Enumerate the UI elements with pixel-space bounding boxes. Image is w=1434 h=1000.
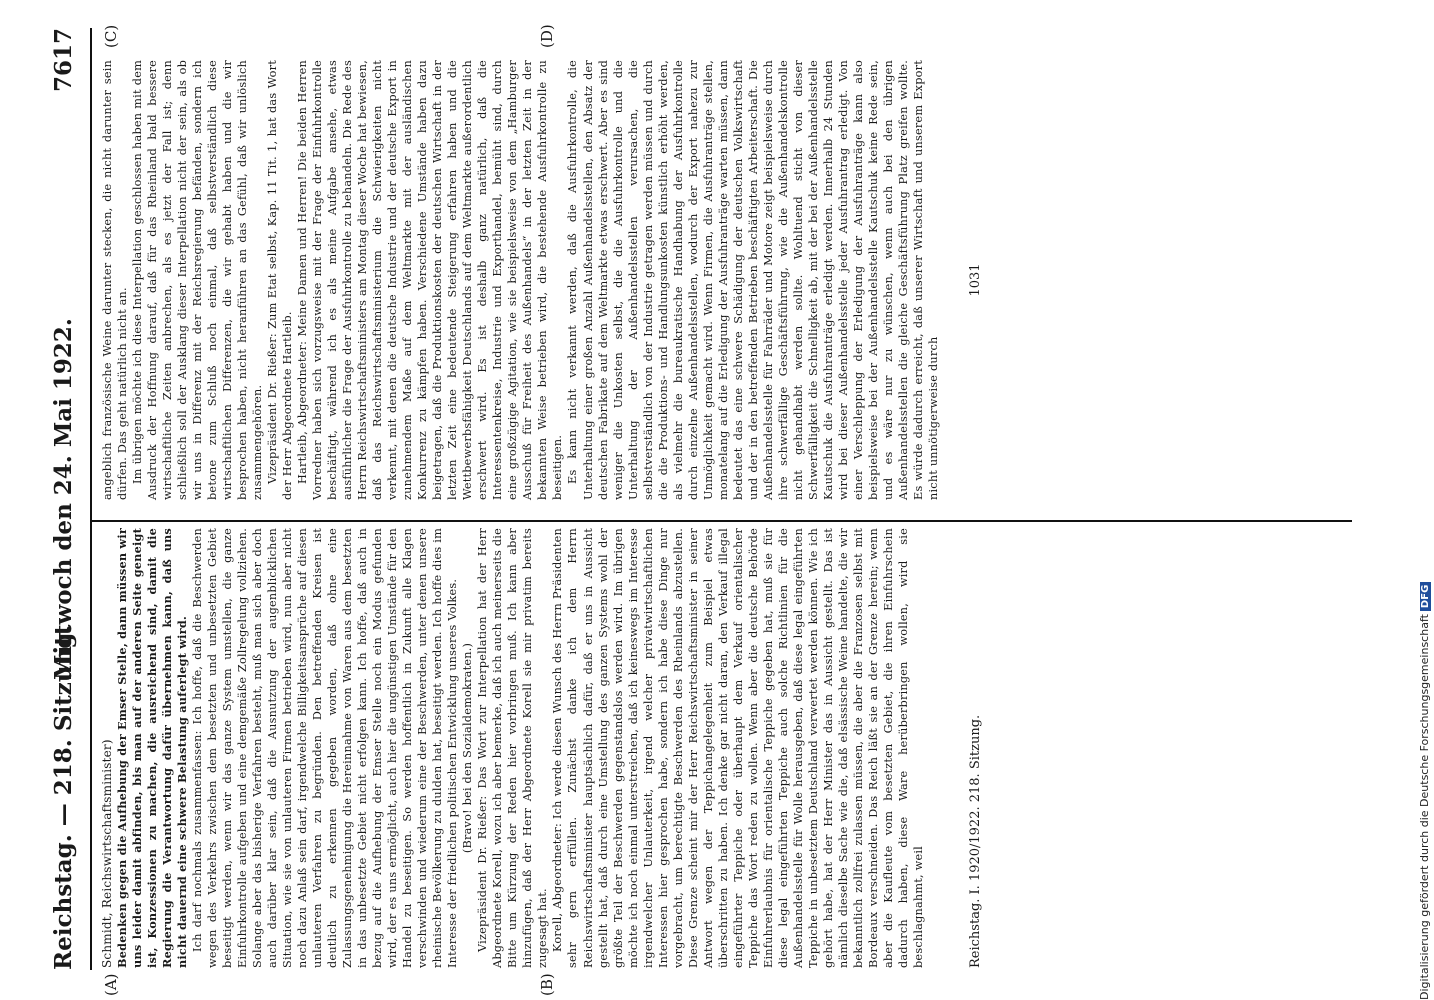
page-footer: Reichstag. I. 1920/1922. 218. Sitzung.: [968, 714, 983, 968]
margin-marker-a: (A): [102, 973, 120, 996]
header-left: Reichstag. — 218. Sitzung.: [50, 624, 77, 970]
running-header: [44, 28, 92, 970]
right-column: [100, 60, 941, 500]
paragraph: (Bravo! bei den Sozialdemokraten.): [461, 642, 475, 854]
left-column: [100, 528, 926, 968]
margin-marker-d: (D): [538, 24, 556, 48]
margin-marker-b: (B): [538, 973, 556, 996]
bottom-page-number: 1031: [968, 263, 983, 297]
paragraph: Schmidt, Reichswirtschaftsminister): [100, 739, 114, 968]
header-center: Mittwoch den 24. Mai 1922.: [50, 318, 77, 680]
funding-text: Digitalisierung gefördert durch die Deutsche Forschungsgemeinschaft: [1418, 614, 1431, 1000]
paragraph: Bedenken gegen die Aufhebung der Emser Stelle, dann müssen wir uns leider damit abfinden, bis man auf der anderen Seite geneigt ist, Konzessionen zu machen, die ausreichend sind, damit die Regierung die Verantwortung dafür übernehmen kann, daß uns nicht dauernd eine schwere Belastung auferlegt wird.: [115, 528, 190, 968]
paragraph: Korell, Abgeordneter: Ich werde diesen Wunsch des Herrn Präsidenten sehr gern erfüllen. Zunächst danke ich dem Herrn Reichswirtschaftsminister hauptsächlich dafür, daß er uns in Aussicht gestellt hat, daß durch eine Umstellung des ganzen Systems wohl der größte Teil der Beschwerden gegenstandslos werden wird. Im übrigen möchte ich noch einmal unterstreichen, daß ich keineswegs im Interesse irgendwelcher Unlauterkeit, irgend welcher privatwirtschaftlichen Interessen hier gesprochen habe, sondern ich habe diese Dinge nur vorgebracht, um berechtigte Beschwerden des Rheinlands abzustellen. Diese Grenze scheint mir der Herr Reichswirtschaftsminister in seiner Antwort wegen der Teppichangelegenheit zum Beispiel etwas überschritten zu haben. Ich denke gar nicht daran, den Verkauf illegal eingeführter Teppiche oder überhaupt dem Verkauf orientalischer Teppiche das Wort reden zu wollen. Wenn aber die deutsche Behörde Einfuhrerlaubnis für orientalische Teppiche gegeben hat, muß sie für diese legal eingeführten Teppiche auch solche Richtlinien für die Außenhandelsstelle für Wolle herausgeben, daß diese legal eingeführten Teppiche in unbesetztem Deutschland verwertet werden können. Wie ich gehört habe, hat der Herr Minister das in Aussicht gestellt. Das ist nämlich dieselbe Sache wie die, daß elsässische Weine handelte, die wir bekanntlich zollfrei zulassen müssen, die aber die Franzosen selbst mit Bordeaux verschneiden. Das Reich läßt sie an der Grenze herein; wenn aber die Kaufleute vom besetzten Gebiet, die ihren Einfuhrschein dadurch haben, diese Ware herüberbringen wollen, wird sie beschlagnahmt, weil: [551, 528, 925, 968]
paragraph: Vizepräsident Dr. Rießer: Das Wort zur Interpellation hat der Herr Abgeordnete Korell, wozu ich aber bemerke, daß ich auch meinerseits die Bitte um Kürzung der Reden hier vorbringen muß. Ich kann aber hinzufügen, daß der Herr Abgeordnete Korell sie mir privatim bereits zugesagt hat.: [476, 528, 550, 968]
funding-note: [1418, 10, 1434, 1000]
dfg-logo: DFG: [1420, 582, 1431, 611]
column-divider: [92, 520, 1352, 522]
paragraph: Es kann nicht verkannt werden, daß die Ausfuhrkontrolle, die Unterhaltung einer großen Anzahl Außenhandelsstellen, den Absatz der deutschen Fabrikate auf dem Weltmarkte etwas erschwert. Aber es sind weniger die Unkosten selbst, die die Ausfuhrkontrolle und die Unterhaltung der Außenhandelsstellen verursachen, die selbstverständlich von der Industrie getragen werden müssen und durch die die Produktions- und Handlungsunkosten künstlich erhöht werden, als vielmehr die bureaukratische Handhabung der Ausfuhrkontrolle durch einzelne Außenhandelsstellen, wodurch der Export nahezu zur Unmöglichkeit gemacht wird. Wenn Firmen, die Ausfuhranträge stellen, monatelang auf die Erledigung der Ausfuhranträge warten müssen, dann bedeutet das eine schwere Schädigung der deutschen Volkswirtschaft und der in den betreffenden Betrieben beschäftigten Arbeiterschaft. Die Außenhandelsstelle für Fahrräder und Motore zeigt beispielsweise durch ihre schwerfällige Geschäftsführung, wie die Außenhandelskontrolle nicht gehandhabt werden sollte. Wohltuend sticht von dieser Schwerfälligkeit die Schnelligkeit ab, mit der bei der Außenhandelsstelle Kautschuk die Ausfuhranträge erledigt werden. Innerhalb 24 Stunden wird bei dieser Außenhandelsstelle jeder Ausfuhrantrag erledigt. Von einer Verschleppung der Erledigung der Ausfuhranträge kann also beispielsweise bei der Außenhandelsstelle Kautschuk keine Rede sein, und es wäre nur zu wünschen, wenn auch bei den übrigen Außenhandelsstellen die gleiche Geschäftsführung Platz greifen wollte. Es würde dadurch erreicht, daß unserer Wirtschaft und unserem Export nicht unnötigerweise durch: [566, 60, 940, 500]
margin-marker-c: (C): [102, 24, 120, 48]
rotated-page: [40, 10, 1370, 1000]
header-page-number: 7617: [50, 28, 77, 93]
paragraph: Hartleib, Abgeordneter: Meine Damen und Herren! Die beiden Herren Vorredner haben sich vorzugsweise mit der Frage der Einfuhrkontrolle beschäftigt, während ich es als meine Aufgabe ansehe, etwas ausführlicher die Frage der Ausfuhrkontrolle zu behandeln. Die Rede des Herrn Reichswirtschaftsministers am Montag dieser Woche hat bewiesen, daß das Reichswirtschaftsministerium die Schwierigkeiten nicht verkennt, mit denen die deutsche Industrie und der deutsche Export in zunehmendem Maße auf dem Weltmarkte mit der ausländischen Konkurrenz zu kämpfen haben. Verschiedene Umstände haben dazu beigetragen, daß die Produktionskosten der deutschen Wirtschaft in der letzten Zeit eine bedeutende Steigerung erfahren haben und die Wettbewerbsfähigkeit Deutschlands auf dem Weltmarkte außerordentlich erschwert wird. Es ist deshalb ganz natürlich, daß die Interessentenkreise, Industrie und Exporthandel, bemüht sind, durch eine großzügige Agitation, wie sie beispielsweise von dem „Hamburger Ausschuß für Freiheit des Außenhandels“ in der letzten Zeit in der bekannten Weise betrieben wird, die bestehende Ausfuhrkontrolle zu beseitigen.: [296, 60, 565, 500]
paragraph: angeblich französische Weine darunter stecken, die nicht darunter sein dürfen. Das geht natürlich nicht an.: [101, 60, 130, 500]
paragraph: Vizepräsident Dr. Rießer: Zum Etat selbst, Kap. 11 Tit. 1, hat das Wort der Herr Abgeordnete Hartleib.: [266, 60, 295, 500]
paragraph: Ich darf nochmals zusammenfassen: Ich hoffe, daß die Beschwerden wegen des Verkehrs zwischen dem besetzten und unbesetzten Gebiet beseitigt werden, wenn wir das ganze System umstellen, die ganze Einfuhrkontrolle aufgeben und eine demgemäße Zollregelung vollziehen. Solange aber das bisherige Verfahren besteht, muß man sich aber doch auch darüber klar sein, daß die Ausnutzung der augenblicklichen Situation, wie sie von unlauteren Firmen betrieben wird, nun aber nicht noch dazu Anlaß sein darf, irgendwelche Billigkeitsansprüche auf diesen unlauteren Verfahren zu begründen. Den betreffenden Kreisen ist deutlich zu erkennen gegeben worden, daß ohne eine Zulassungsgenehmigung die Hereinnahme von Waren aus dem besetzten in das unbesetzte Gebiet nicht erfolgen kann. Ich hoffe, daß auch in bezug auf die Aufhebung der Emser Stelle noch ein Modus gefunden wird, der es uns ermöglicht, auch hier die ungünstigen Umstände für den Handel zu beseitigen. So werden hoffentlich in Zukunft alle Klagen verschwinden und wiederum eine der Beschwerden, unter denen unsere rheinische Bevölkerung zu dulden hat, beseitigt werden. Ich hoffe dies im Interesse der friedlichen politischen Entwicklung unseres Volkes.: [191, 528, 460, 968]
paragraph: Im übrigen möchte ich diese Interpellation geschlossen haben mit dem Ausdruck der Hoffnung darauf, daß für das Rheinland bald bessere wirtschaftliche Zeiten anbrechen, als es jetzt der Fall ist; denn schließlich soll der Ausklang dieser Interpellation nicht der sein, als ob wir uns in Differenz mit der Reichsregierung befänden, sondern ich betone zum Schluß noch einmal, daß selbstverständlich diese wirtschaftlichen Differenzen, die wir gehabt haben und die wir besprochen haben, nicht heranführen an das Gefühl, daß wir unlöslich zusammengehören.: [131, 60, 265, 500]
